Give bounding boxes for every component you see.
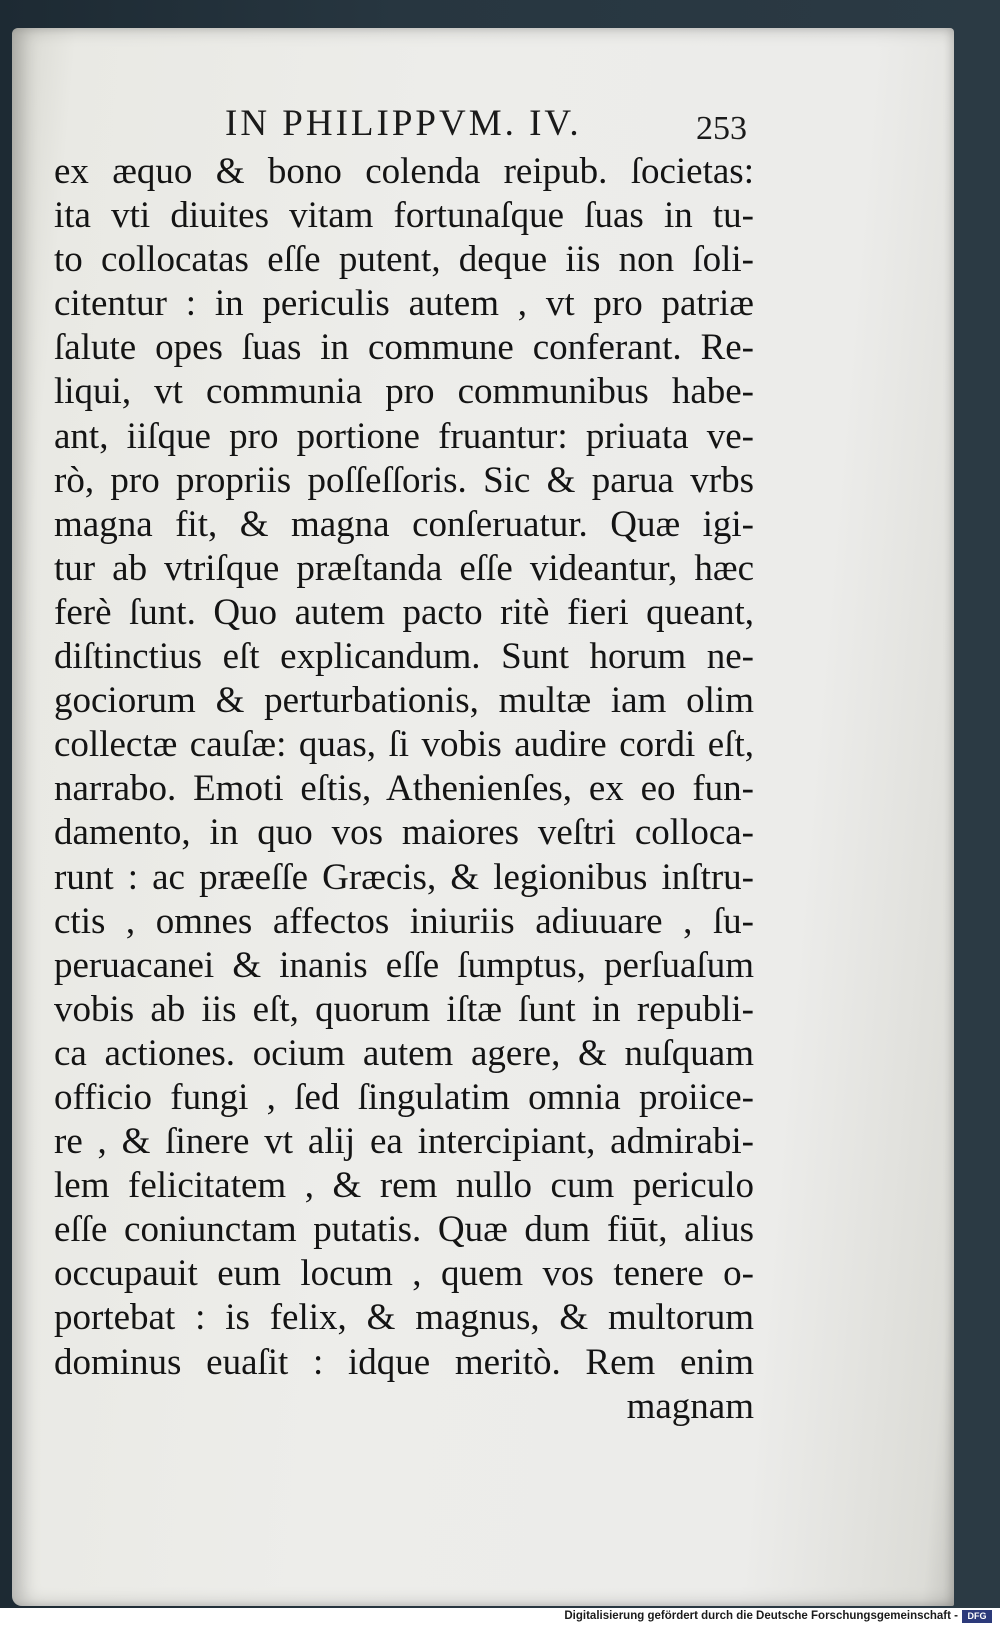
text-line: citentur : in periculis autem , vt pro patriæ [54,283,754,325]
text-line: ferè ſunt. Quo autem pacto ritè fieri queant, [54,591,754,633]
text-line: collectæ cauſæ: quas, ſi vobis audire cordi eſt, [54,724,754,766]
running-head: IN PHILIPPVM. IV. [225,103,582,144]
page-header [0,102,1000,152]
text-line: rò, pro propriis poſſeſſoris. Sic & parua vrbs [54,459,754,501]
body-text [54,150,754,1429]
text-line: damento, in quo vos maiores veſtri colloca- [54,812,754,854]
text-line: dominus euaſit : idque meritò. Rem enim [54,1341,754,1383]
text-line: ctis , omnes affectos iniuriis adiuuare , ſu- [54,900,754,942]
text-line: ca actiones. ocium autem agere, & nuſquam [54,1032,754,1074]
text-line: officio fungi , ſed ſingulatim omnia proiice- [54,1076,754,1118]
page-number: 253 [696,110,747,147]
dfg-logo: DFG [962,1610,992,1623]
text-line: vobis ab iis eſt, quorum iſtæ ſunt in republi- [54,988,754,1030]
text-line: occupauit eum locum , quem vos tenere o- [54,1253,754,1295]
text-line: ita vti diuites vitam fortunaſque ſuas in tu- [54,195,754,237]
text-line: magna fit, & magna conſeruatur. Quæ igi- [54,503,754,545]
text-line: lem felicitatem , & rem nullo cum periculo [54,1165,754,1207]
text-line: to collocatas eſſe putent, deque iis non ſoli- [54,239,754,281]
text-line: ant, iiſque pro portione fruantur: priuata ve- [54,415,754,457]
text-line: tur ab vtriſque præſtanda eſſe videantur, hæc [54,547,754,589]
text-line: ex æquo & bono colenda reipub. ſocietas: [54,151,754,192]
text-line: re , & ſinere vt alij ea intercipiant, admirabi- [54,1121,754,1163]
text-line: gociorum & perturbationis, multæ iam olim [54,680,754,722]
text-line: portebat : is felix, & magnus, & multorum [54,1297,754,1339]
catchword: magnam [626,1385,754,1427]
digitization-footer [0,1608,1000,1627]
text-line: runt : ac præeſſe Græcis, & legionibus inſtru- [54,856,754,898]
text-line: diſtinctius eſt explicandum. Sunt horum ne- [54,636,754,678]
funding-credit: Digitalisierung gefördert durch die Deutsche Forschungsgemeinschaft - [564,1610,958,1622]
text-line: narrabo. Emoti eſtis, Athenienſes, ex eo fun- [54,768,754,810]
text-line: eſſe coniunctam putatis. Quæ dum fiūt, alius [54,1209,754,1251]
text-line: peruacanei & inanis eſſe ſumptus, perſuaſum [54,944,754,986]
text-line: ſalute opes ſuas in commune conferant. Re- [54,327,754,369]
text-line: liqui, vt communia pro communibus habe- [54,371,754,413]
